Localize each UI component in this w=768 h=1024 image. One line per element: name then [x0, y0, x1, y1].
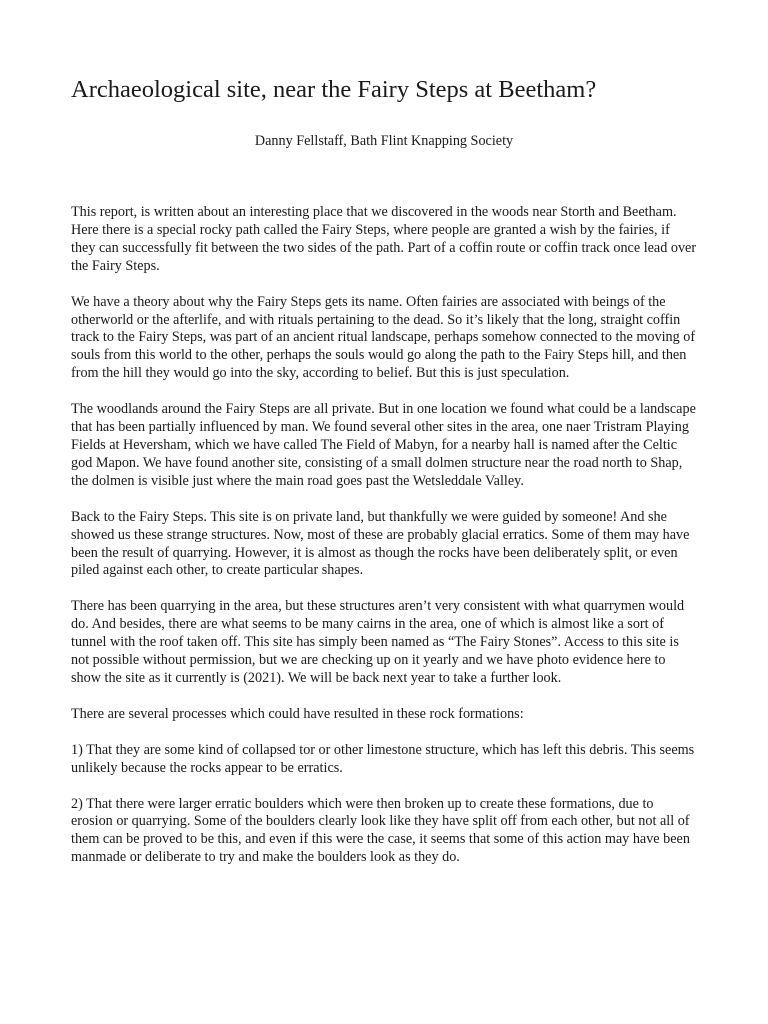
- document-title: Archaeological site, near the Fairy Steps at Beetham?: [71, 76, 597, 103]
- paragraph-processes-intro: There are several processes which could have resulted in these rock formations:: [71, 705, 524, 722]
- list-item-process-1: 1) That they are some kind of collapsed tor or other limestone structure, which has left this debris. This seems unlikely because the rocks appear to be erratics.: [71, 741, 695, 776]
- paragraph-theory: We have a theory about why the Fairy Steps gets its name. Often fairies are associated with beings of the otherworld or the afterlife, and with rituals pertaining to the dead. So it’s likely that the long, straight coffin track to the Fairy Steps, was part of an ancient ritual landscape, perhaps somehow connected to the moving of souls from this world to the other, perhaps the souls would go along the path to the Fairy Steps hill, and then from the hill they would go into the sky, according to belief. But this is just speculation.: [71, 293, 696, 382]
- author-byline: Danny Fellstaff, Bath Flint Knapping Society: [254, 133, 514, 149]
- paragraph-intro: This report, is written about an interesting place that we discovered in the woods near Storth and Beetham. Here there is a special rocky path called the Fairy Steps, where people are granted a wish by the fairies, if they can successfully fit between the two sides of the path. Part of a coffin route or coffin track once lead over the Fairy Steps.: [71, 204, 697, 274]
- paragraph-woodlands: The woodlands around the Fairy Steps are all private. But in one location we found what could be a landscape that has been partially influenced by man. We found several other sites in the area, one naer Tristram Playing Fields at Heversham, which we have called The Field of Mabyn, for a nearby hall is named after the Celtic god Mapon. We have found another site, consisting of a small dolmen structure near the road north to Shap, the dolmen is visible just where the main road goes past the Wetsleddale Valley.: [71, 401, 696, 489]
- document-body: [71, 204, 697, 885]
- paragraph-quarrying: There has been quarrying in the area, but these structures aren’t very consistent with what quarrymen would do. And besides, there are what seems to be many cairns in the area, one of which is almost like a sort of tunnel with the roof taken off. This site has simply been named as “The Fairy Stones”. Access to this site is not possible without permission, but we are checking up on it yearly and we have photo evidence here to show the site as it currently is (2021). We will be back next year to take a further look.: [71, 598, 685, 686]
- list-item-process-2: 2) That there were larger erratic boulders which were then broken up to create these formations, due to erosion or quarrying. Some of the boulders clearly look like they have split off from each other, but not all of them can be proved to be this, and even if this were the case, it seems that some of this action may have been manmade or deliberate to try and make the boulders look as they do.: [71, 795, 690, 866]
- paragraph-site-visit: Back to the Fairy Steps. This site is on private land, but thankfully we were guided by someone! And she showed us these strange structures. Now, most of these are probably glacial erratics. Some of them may have been the result of quarrying. However, it is almost as though the rocks have been deliberately split, or even piled against each other, to create particular shapes.: [71, 508, 690, 579]
